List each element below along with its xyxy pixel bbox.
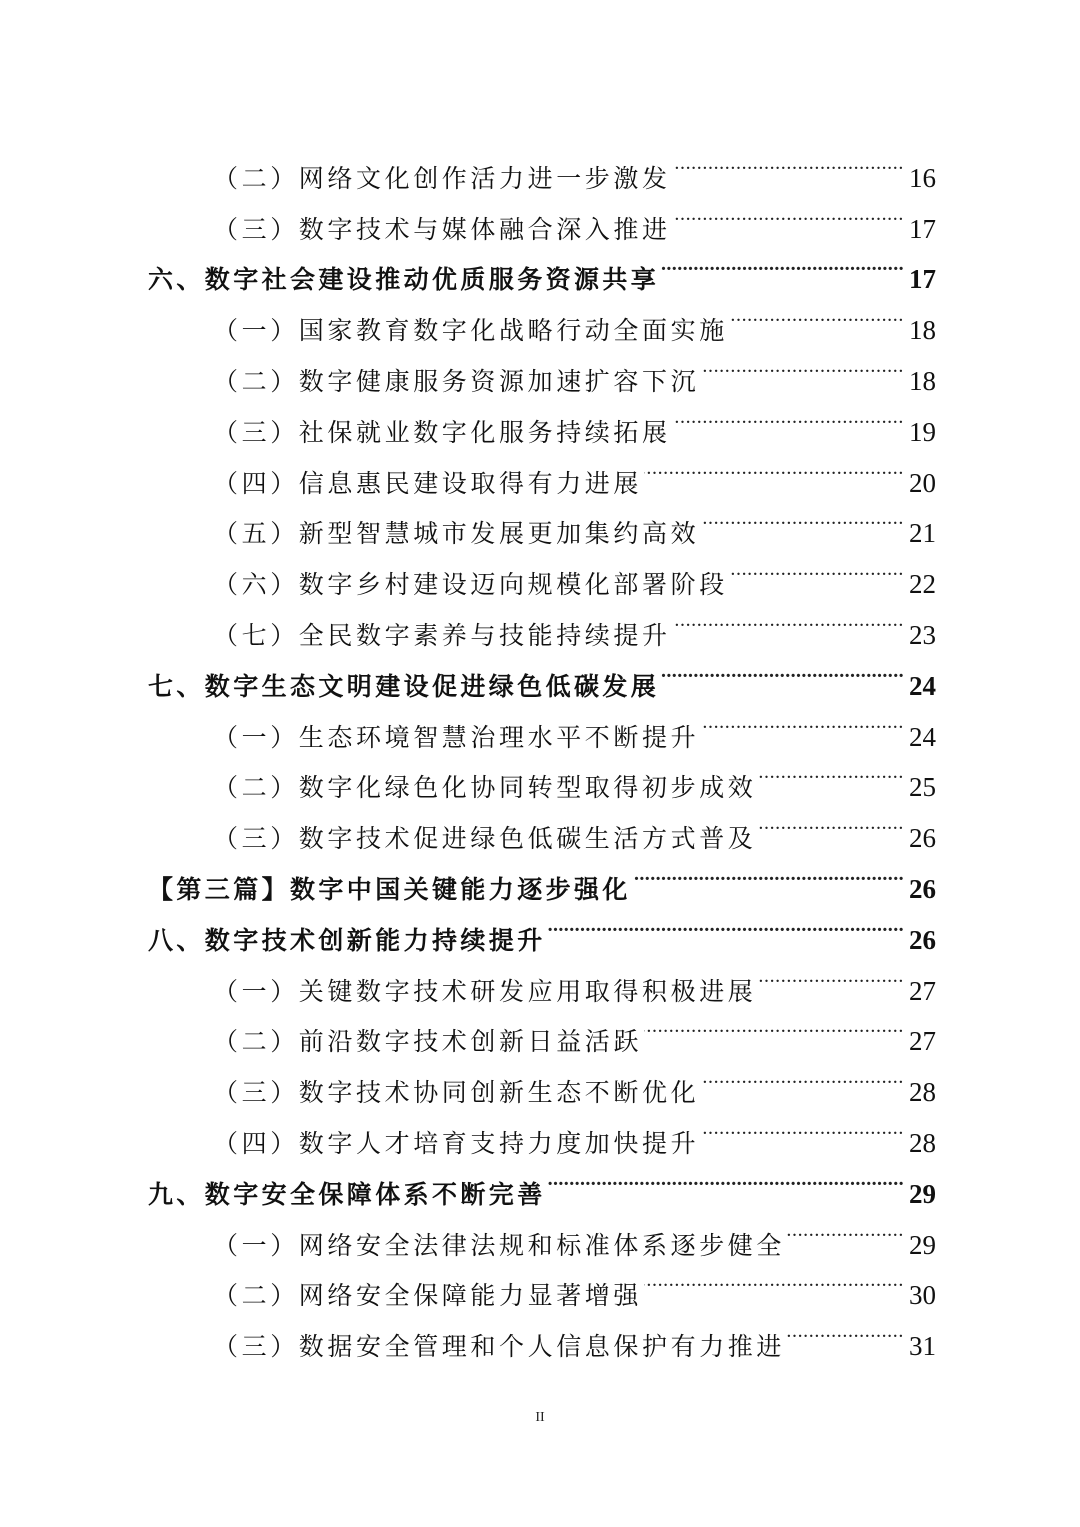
toc-entry-page: 18: [909, 315, 936, 346]
toc-entry-page: 31: [909, 1331, 936, 1362]
toc-entry-title: （二）网络安全保障能力显著增强: [213, 1281, 643, 1311]
dot-leader: [701, 492, 904, 543]
toc-entry-title: （三）社保就业数字化服务持续拓展: [213, 417, 671, 447]
toc-entry-page: 29: [909, 1229, 936, 1260]
toc-entry-title: （六）数字乡村建设迈向规模化部署阶段: [213, 570, 728, 600]
toc-entry-title: 【第三篇】数字中国关键能力逐步强化: [148, 874, 631, 904]
toc-entry-page: 18: [909, 365, 936, 396]
dot-leader: [730, 542, 904, 593]
toc-entry-title: （七）全民数字素养与技能持续提升: [213, 620, 671, 650]
toc-entry-title: （二）数字化绿色化协同转型取得初步成效: [213, 773, 757, 803]
dot-leader: [730, 288, 904, 339]
toc-entry-page: 19: [909, 416, 936, 447]
toc-entry-title: （三）数字技术协同创新生态不断优化: [213, 1078, 700, 1108]
toc-entry-page: 28: [909, 1127, 936, 1158]
dot-leader: [701, 339, 904, 390]
toc-entry-title: （三）数据安全管理和个人信息保护有力推进: [213, 1332, 786, 1362]
toc-entry-title: （五）新型智慧城市发展更加集约高效: [213, 519, 700, 549]
dot-leader: [787, 1304, 904, 1355]
toc-entry-title: 六、数字社会建设推动优质服务资源共享: [148, 265, 660, 295]
dot-leader: [758, 949, 904, 1000]
dot-leader: [673, 187, 904, 238]
dot-leader: [661, 644, 904, 695]
dot-leader: [548, 898, 904, 949]
toc-entry-page: 27: [909, 975, 936, 1006]
toc-entry-title: （一）生态环境智慧治理水平不断提升: [213, 722, 700, 752]
toc-entry-page: 17: [909, 213, 936, 244]
toc-entry-page: 27: [909, 1026, 936, 1057]
dot-leader: [758, 796, 904, 847]
page-number: II: [535, 1410, 545, 1425]
dot-leader: [548, 1152, 904, 1203]
toc-entry-title: 九、数字安全保障体系不断完善: [148, 1179, 546, 1209]
toc-entry-page: 28: [909, 1077, 936, 1108]
toc-entry-page: 21: [909, 518, 936, 549]
dot-leader: [673, 390, 904, 441]
toc-entry-page: 17: [909, 264, 936, 295]
toc-entry-title: （四）数字人才培育支持力度加快提升: [213, 1128, 700, 1158]
toc-entry-title: （一）关键数字技术研发应用取得积极进展: [213, 976, 757, 1006]
toc-entry-title: 八、数字技术创新能力持续提升: [148, 925, 546, 955]
toc-entry-title: （三）数字技术与媒体融合深入推进: [213, 214, 671, 244]
toc-entry-page: 29: [909, 1178, 936, 1209]
dot-leader: [633, 847, 904, 898]
dot-leader: [644, 1254, 904, 1305]
toc-entry-title: （四）信息惠民建设取得有力进展: [213, 468, 643, 498]
toc-entry-page: 23: [909, 619, 936, 650]
dot-leader: [787, 1203, 904, 1254]
toc-entry-title: （二）数字健康服务资源加速扩容下沉: [213, 366, 700, 396]
toc-entry-page: 25: [909, 772, 936, 803]
toc-entry[interactable]: [148, 136, 936, 193]
dot-leader: [673, 593, 904, 644]
toc-entry-title: （一）网络安全法律法规和标准体系逐步健全: [213, 1230, 786, 1260]
toc-entry-title: （一）国家教育数字化战略行动全面实施: [213, 316, 728, 346]
toc-entry-page: 20: [909, 467, 936, 498]
dot-leader: [701, 1050, 904, 1101]
toc-entry-page: 26: [909, 873, 936, 904]
toc-entry-page: 26: [909, 924, 936, 955]
toc-entry-page: 24: [909, 721, 936, 752]
toc-entry-page: 26: [909, 823, 936, 854]
toc-entry-title: （二）网络文化创作活力进一步激发: [213, 163, 671, 193]
toc-entry-page: 16: [909, 162, 936, 193]
dot-leader: [661, 238, 904, 289]
toc-entry-page: 30: [909, 1280, 936, 1311]
dot-leader: [673, 136, 904, 187]
dot-leader: [644, 441, 904, 492]
dot-leader: [701, 1101, 904, 1152]
dot-leader: [701, 695, 904, 746]
toc-entry-page: 24: [909, 670, 936, 701]
dot-leader: [758, 746, 904, 797]
table-of-contents: [148, 136, 936, 1362]
toc-entry-title: （二）前沿数字技术创新日益活跃: [213, 1027, 643, 1057]
toc-entry-title: （三）数字技术促进绿色低碳生活方式普及: [213, 824, 757, 854]
dot-leader: [644, 1000, 904, 1051]
toc-entry-title: 七、数字生态文明建设促进绿色低碳发展: [148, 671, 660, 701]
toc-entry-page: 22: [909, 569, 936, 600]
